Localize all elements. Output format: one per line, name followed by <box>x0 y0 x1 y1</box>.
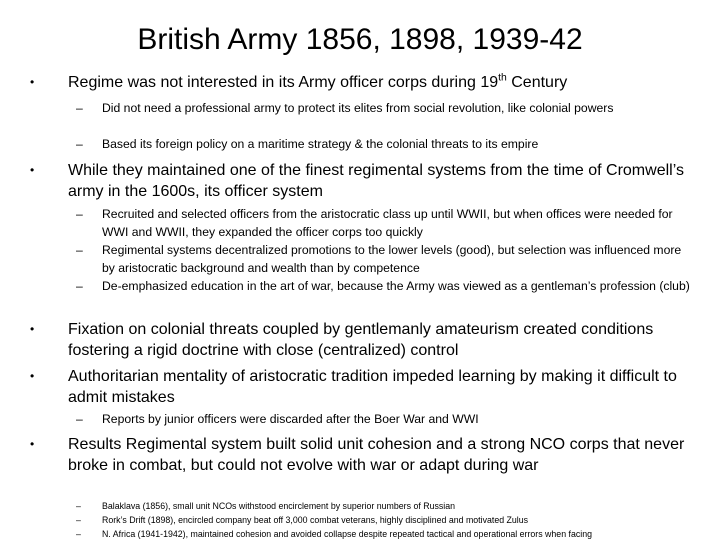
bullet-glyph: • <box>30 322 35 336</box>
sub-point-text: De-emphasized education in the art of war, because the Army was viewed as a gentleman’s profession (club) <box>102 279 690 293</box>
small-sub-point <box>76 513 714 527</box>
dash-glyph: – <box>76 515 81 525</box>
bullet-point <box>30 366 698 408</box>
bullet-glyph: • <box>30 369 35 383</box>
slide-title: British Army 1856, 1898, 1939-42 <box>137 23 583 56</box>
bullet-point <box>30 319 698 361</box>
bullet-text: Authoritarian mentality of aristocratic tradition impeded learning by making it difficult to admit mistakes <box>68 368 677 406</box>
small-sub-point-text: N. Africa (1941-1942), maintained cohesion and avoided collapse despite repeated tactical and operational errors when facing <box>102 529 593 539</box>
dash-glyph: – <box>76 529 81 539</box>
dash-glyph: – <box>76 279 83 293</box>
dash-glyph: – <box>76 207 83 221</box>
small-sub-point <box>76 499 714 513</box>
dash-glyph: – <box>76 137 83 151</box>
small-sub-point-text: Balaklava (1856), small unit NCOs withstood encirclement by superior numbers of Russian <box>102 501 456 511</box>
sub-point <box>76 278 692 296</box>
small-sub-point <box>76 527 714 541</box>
sub-point <box>76 411 692 429</box>
dash-glyph: – <box>76 101 83 115</box>
sub-point-text: Regimental systems decentralized promotions to the lower levels (good), but selection was influenced more by aristocratic background and wealth than by competence <box>102 243 682 275</box>
superscript-th: th <box>498 72 507 84</box>
sub-point <box>76 100 692 118</box>
dash-glyph: – <box>76 243 83 257</box>
bullet-text: Regime was not interested in its Army officer corps during 19 <box>68 74 499 91</box>
sub-point <box>76 242 692 277</box>
bullet-point <box>30 72 698 93</box>
bullet-glyph: • <box>30 437 35 451</box>
sub-point-text: Reports by junior officers were discarded after the Boer War and WWI <box>102 412 479 426</box>
bullet-glyph: • <box>30 75 35 89</box>
bullet-point <box>30 160 698 202</box>
sub-point-text: Did not need a professional army to protect its elites from social revolution, like colonial powers <box>102 101 614 115</box>
bullet-point <box>30 434 698 476</box>
small-sub-point-text: Rork’s Drift (1898), encircled company beat off 3,000 combat veterans, highly disciplined and motivated Zulus <box>102 515 529 525</box>
bullet-text: While they maintained one of the finest regimental systems from the time of Cromwell’s army in the 1600s, its officer system <box>68 162 684 200</box>
dash-glyph: – <box>76 412 83 426</box>
bullet-text-end: Century <box>506 74 568 91</box>
dash-glyph: – <box>76 501 81 511</box>
bullet-glyph: • <box>30 163 35 177</box>
sub-point-text: Recruited and selected officers from the aristocratic class up until WWII, but when offices were needed for WWI and WWII, they expanded the officer corps too quickly <box>102 207 673 239</box>
sub-point <box>76 136 692 154</box>
sub-point <box>76 206 692 241</box>
bullet-text: Results Regimental system built solid unit cohesion and a strong NCO corps that never broke in combat, but could not evolve with war or adapt during war <box>68 436 685 474</box>
bullet-text: Fixation on colonial threats coupled by gentlemanly amateurism created conditions fostering a rigid doctrine with close (centralized) control <box>68 321 654 359</box>
sub-point-text: Based its foreign policy on a maritime strategy & the colonial threats to its empire <box>102 137 539 151</box>
